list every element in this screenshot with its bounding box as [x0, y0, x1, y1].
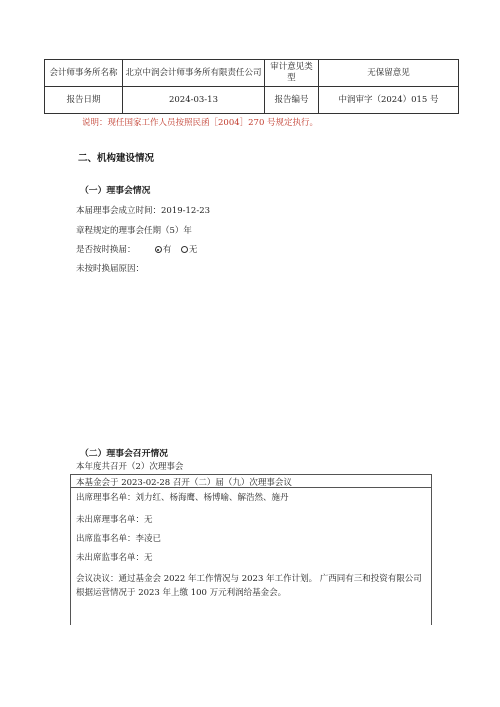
radio-yes[interactable] [155, 246, 162, 253]
report-no-value: 中润审字（2024）015 号 [319, 87, 459, 114]
attendee-supervisors: 出席监事名单：李凌已 [76, 534, 162, 544]
meeting-resolution: 会议决议：通过基金会 2022 年工作情况与 2023 年工作计划。 广西同有三和投资有限公司根据运营情况于 2023 年上缴 100 万元利润给基金会。 [76, 574, 422, 598]
attendee-directors: 出席理事名单：刘力红、杨海鹰、杨博喻、解浩然、施丹 [76, 493, 289, 503]
meeting-count: 本年度共召开（2）次理事会 [76, 462, 184, 472]
audit-info-table [44, 59, 459, 114]
absent-directors: 未出席理事名单：无 [76, 515, 153, 525]
table-row [45, 87, 459, 114]
subsection-title-board: （一）理事会情况 [80, 186, 151, 196]
meeting-header: 本基金会于 2023-02-28 召开（二）届（九）次理事会议 [76, 478, 292, 488]
reason-label: 未按时换届原因： [76, 264, 145, 274]
opinion-type-label: 审计意见类型 [265, 60, 319, 87]
report-date-value: 2024-03-13 [123, 87, 265, 114]
firm-label: 会计师事务所名称 [45, 60, 123, 87]
section-title: 二、机构建设情况 [78, 153, 155, 164]
subsection-title-meetings: （二）理事会召开情况 [80, 449, 168, 459]
absent-supervisors: 未出席监事名单：无 [76, 553, 153, 563]
board-established: 本届理事会成立时间：2019-12-23 [76, 206, 211, 216]
report-no-label: 报告编号 [265, 87, 319, 114]
on-time-row [76, 243, 197, 255]
report-date-label: 报告日期 [45, 87, 123, 114]
regulation-note: 说明：现任国家工作人员按照民函［2004］270 号规定执行。 [82, 118, 319, 128]
board-term: 章程规定的理事会任期（5）年 [76, 226, 192, 236]
table-row [45, 60, 459, 87]
option-yes-label: 有 [162, 245, 172, 255]
opinion-value: 无保留意见 [319, 60, 459, 87]
option-no-label: 无 [188, 245, 198, 255]
on-time-label: 是否按时换届： [76, 245, 136, 255]
firm-name: 北京中润会计师事务所有限责任公司 [123, 60, 265, 87]
radio-no[interactable] [181, 246, 188, 253]
